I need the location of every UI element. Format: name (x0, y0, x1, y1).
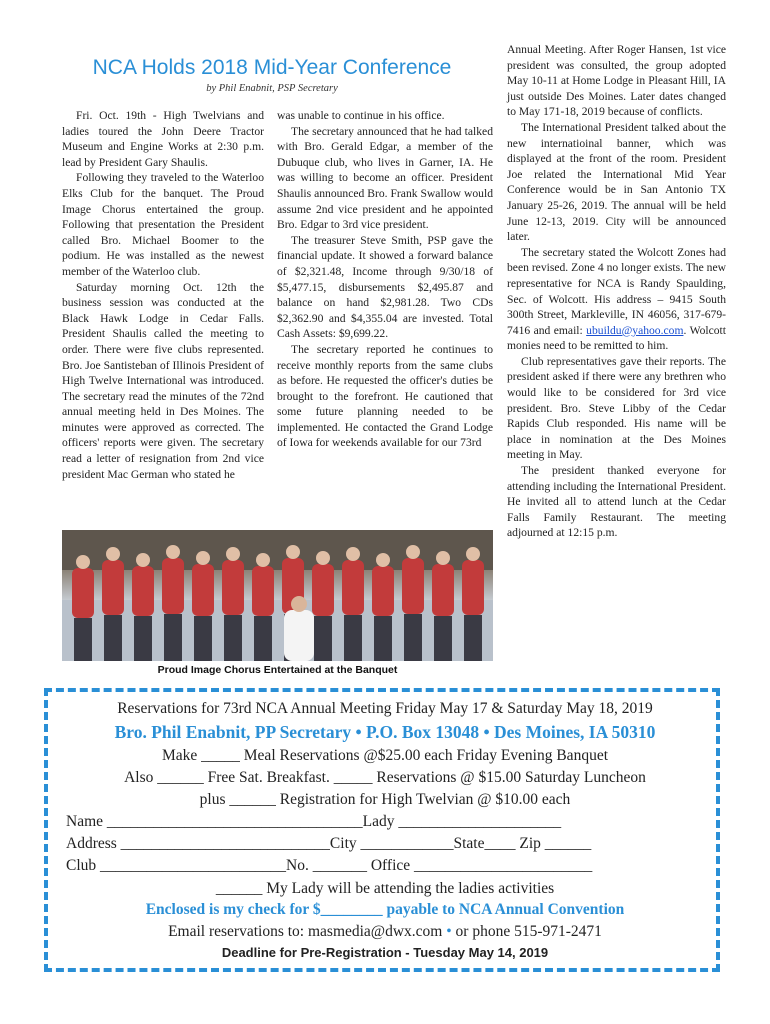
form-contact-line (0, 922, 770, 942)
email-link[interactable]: ubuildu@yahoo.com (586, 323, 684, 337)
paragraph: was unable to continue in his office. (277, 109, 445, 122)
form-check-line: Enclosed is my check for $________ payable to NCA Annual Convention (145, 901, 625, 918)
form-breakfast-line[interactable]: Also ______ Free Sat. Breakfast. _____ Reservations @ $15.00 Saturday Luncheon (124, 769, 646, 786)
paragraph: Following they traveled to the Waterloo Elks Club for the banquet. The Proud Image Chorus entertained the group. Following that presentation the President called Bro. Michael Boomer to the podium. He was installed as the newest member of the Waterloo club. (62, 171, 264, 278)
article-title: NCA Holds 2018 Mid-Year Conference (92, 56, 452, 79)
form-club-line[interactable]: Club ________________________No. _______ Office _______________________ (66, 857, 593, 874)
paragraph: The president thanked everyone for attending including the International President. He invited all to attend lunch at the Cedar Falls Family Restaurant. The meeting adjourned at 12:15 p.m. (507, 464, 726, 540)
article-byline: by Phil Enabnit, PSP Secretary (206, 83, 338, 94)
paragraph: Fri. Oct. 19th - High Twelvians and ladies toured the John Deere Tractor Museum and Engine Works at 2:30 p.m. lead by President Gary Shaulis. (62, 109, 264, 169)
article-column-1 (62, 108, 264, 482)
article-column-2 (277, 108, 493, 451)
email-reservations: Email reservations to: masmedia@dwx.com (168, 923, 443, 940)
form-banquet-line[interactable]: Make _____ Meal Reservations @$25.00 each Friday Evening Banquet (161, 747, 609, 764)
photo-caption: Proud Image Chorus Entertained at the Banquet (157, 664, 398, 676)
form-registration-line[interactable]: plus ______ Registration for High Twelvian @ $10.00 each (199, 791, 571, 808)
article-column-3 (507, 42, 726, 541)
form-address: Bro. Phil Enabnit, PP Secretary • P.O. Box 13048 • Des Moines, IA 50310 (114, 722, 656, 742)
paragraph: The International President talked about the new internatioinal banner, which was displayed at the front of the room. President Joe related the International Mid Year Conference would be in San Antonio TX January 25-26, 2019. The annual will be held June 12-13, 2019. City will be announced later. (507, 120, 726, 244)
form-deadline: Deadline for Pre-Registration - Tuesday May 14, 2019 (221, 945, 549, 960)
paragraph: Annual Meeting. After Roger Hansen, 1st vice president was consulted, the group adopted May 10-11 at Home Lodge in Pleasant Hill, IA just outside Des Moines. Later dates changed to May 171-18, 2019 because of conflicts. (507, 43, 726, 119)
form-heading: Reservations for 73rd NCA Annual Meeting Friday May 17 & Saturday May 18, 2019 (117, 700, 653, 717)
form-name-line[interactable]: Name _________________________________Lady _____________________ (66, 813, 562, 830)
chorus-photo (62, 530, 493, 661)
paragraph: The secretary announced that he had talked with Bro. Gerald Edgar, a member of the Dubuque club, who lives in Garner, IA. He was willing to become an officer. President Shaulis announced Bro. Frank Swallow would assume 2nd vice president and he appointed Bro. Edgar to 3rd vice president. (277, 124, 493, 232)
paragraph: Club representatives gave their reports. The president asked if there were any brethren who would like to be considered for 3rd vice president. Bro. Steve Libby of the Cedar Rapids Club responded. His name will be place in nomination at the Des Moines meeting in May. (507, 354, 726, 462)
paragraph-text: The secretary stated the Wolcott Zones had been revised. Zone 4 no longer exists. The new representative for NCA is Randy Spaulding, Sec. of Wolcott. His address – 9415 South 300th Street, Markleville, IN 46056, 317-679-7416 and email: (507, 245, 726, 337)
paragraph-wolcott (507, 245, 726, 354)
form-ladies-line[interactable]: ______ My Lady will be attending the ladies activities (215, 880, 555, 897)
chorus-photo-icon (62, 530, 493, 661)
paragraph: The secretary reported he continues to receive monthly reports from the same clubs as before. He requested the officer's duties be brought to the forefront. He cautioned that some future planning needed to be implemented. He contacted the Grand Lodge of Iowa for weekends available for our 73rd (277, 342, 493, 450)
paragraph: The treasurer Steve Smith, PSP gave the financial update. It showed a forward balance of $2,321.48, Income through 9/30/18 of $5,477.15, disbursements $2,495.87 and balance on hand $2,981.28. Two CDs $2,362.90 and $4,355.04 are invested. Total Cash Assets: $9,699.22. (277, 233, 493, 341)
bullet-separator: • (446, 923, 452, 940)
form-address-line[interactable]: Address ___________________________City ____________State____ Zip ______ (66, 835, 592, 852)
phone-number: or phone 515-971-2471 (455, 923, 602, 940)
paragraph-text: . Wolcott monies need to be remitted to him. (507, 323, 726, 353)
paragraph: Saturday morning Oct. 12th the business session was conducted at the Black Hawk Lodge in Cedar Falls. President Shaulis called the meeting to order. There were five clubs represented. Bro. Joe Santisteban of Illinois President of High Twelve International was introduced. The secretary read the minutes of the 72nd annual meeting held in Des Moines. The minutes were approved as corrected. The officers' reports were given. The secretary read a letter of resignation from 2nd vice president Mac German who stated he (62, 280, 264, 481)
